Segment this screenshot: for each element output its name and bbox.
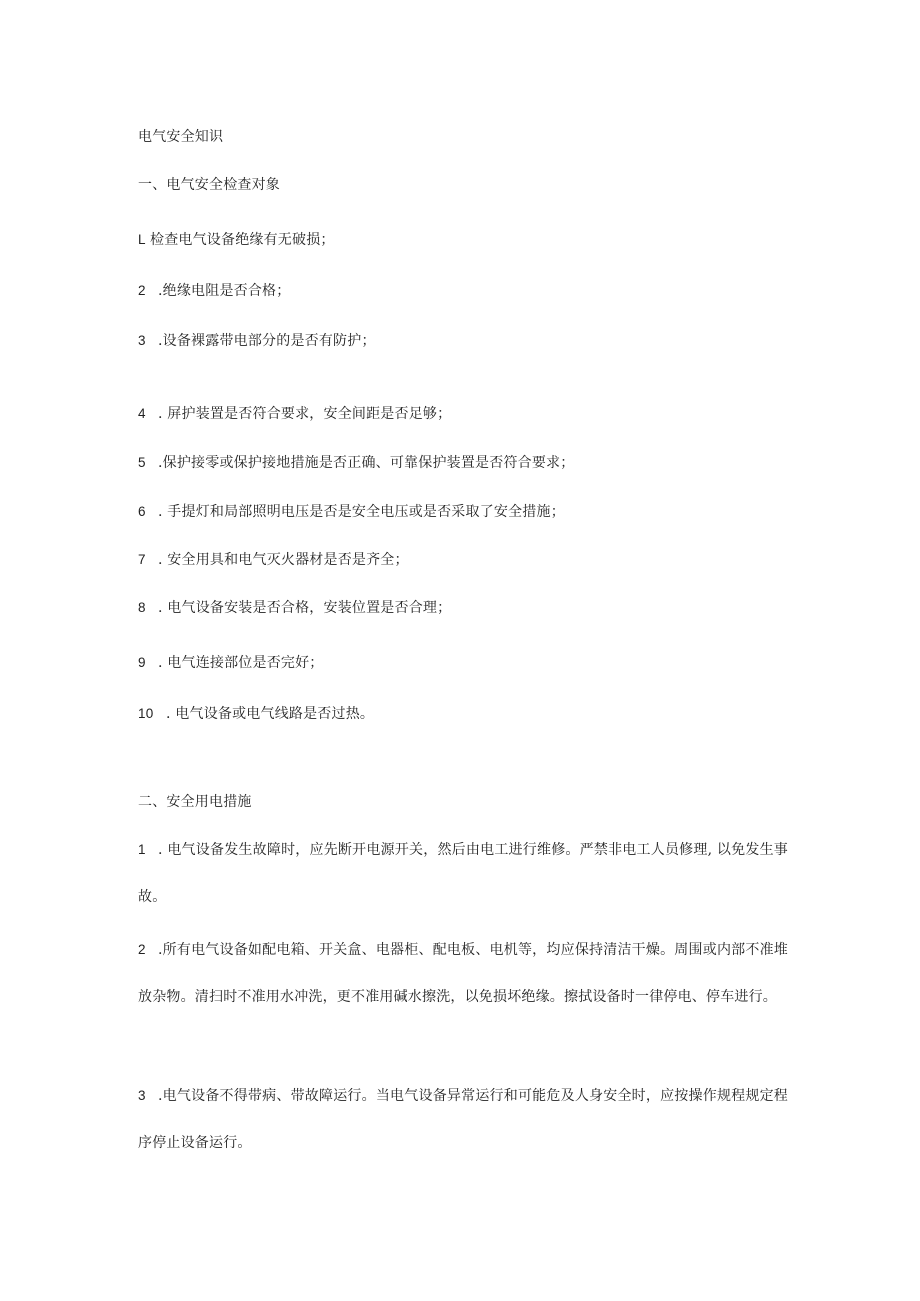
item-number: 1 bbox=[138, 842, 146, 857]
item-text: .所有电气设备如配电箱、开关盒、电器柜、配电板、电机等，均应保持清洁干燥。周围或内部不准堆放杂物。清扫时不准用水冲洗，更不准用碱水擦洗，以免损坏绝缘。擦拭设备时一律停电、停车进行。 bbox=[138, 942, 788, 1005]
section-1-item bbox=[138, 404, 451, 424]
item-text: . 电气连接部位是否完好； bbox=[158, 655, 324, 671]
item-text: 检查电气设备绝缘有无破损； bbox=[150, 232, 335, 248]
section-1-item bbox=[138, 550, 409, 570]
item-text: .设备裸露带电部分的是否有防护； bbox=[158, 333, 376, 349]
item-number: 3 bbox=[138, 333, 146, 348]
item-number: 2 bbox=[138, 942, 146, 957]
item-number: 10 bbox=[138, 706, 154, 721]
section-2-item bbox=[138, 826, 788, 921]
item-text: . 手提灯和局部照明电压是否是安全电压或是否采取了安全措施； bbox=[158, 504, 565, 520]
item-text: .保护接零或保护接地措施是否正确、可靠保护装置是否符合要求； bbox=[158, 455, 575, 471]
item-text: . 安全用具和电气灭火器材是否是齐全； bbox=[158, 552, 409, 568]
item-text: .绝缘电阻是否合格； bbox=[158, 283, 291, 299]
section-1-item bbox=[138, 653, 324, 673]
section-1-item bbox=[138, 598, 451, 618]
section-1-item bbox=[138, 331, 376, 351]
section-2-item bbox=[138, 1072, 788, 1167]
item-number: L bbox=[138, 232, 146, 247]
item-number: 6 bbox=[138, 504, 146, 519]
section-1-item bbox=[138, 281, 290, 301]
section-2-item bbox=[138, 926, 788, 1021]
item-text: .电气设备不得带病、带故障运行。当电气设备异常运行和可能危及人身安全时，应按操作规程规定程序停止设备运行。 bbox=[138, 1088, 788, 1151]
item-text: . 屏护装置是否符合要求，安全间距是否足够； bbox=[158, 406, 452, 422]
item-number: 9 bbox=[138, 655, 146, 670]
section-1-item bbox=[138, 502, 565, 522]
section-1-heading: 一、电气安全检查对象 bbox=[138, 177, 280, 193]
item-number: 2 bbox=[138, 283, 146, 298]
item-text: . 电气设备安装是否合格，安装位置是否合理； bbox=[158, 600, 452, 616]
item-number: 8 bbox=[138, 600, 146, 615]
section-1-item bbox=[138, 230, 335, 250]
item-number: 3 bbox=[138, 1088, 146, 1103]
item-text: . 电气设备或电气线路是否过热。 bbox=[166, 706, 375, 722]
item-text: . 电气设备发生故障时，应先断开电源开关，然后由电工进行维修。严禁非电工人员修理, 以免发生事故。 bbox=[138, 842, 788, 905]
item-number: 5 bbox=[138, 455, 146, 470]
item-number: 7 bbox=[138, 552, 146, 567]
section-1-item bbox=[138, 453, 574, 473]
document-title: 电气安全知识 bbox=[138, 129, 224, 145]
item-number: 4 bbox=[138, 406, 146, 421]
section-1-item bbox=[138, 704, 374, 724]
section-2-heading: 二、安全用电措施 bbox=[138, 794, 252, 810]
